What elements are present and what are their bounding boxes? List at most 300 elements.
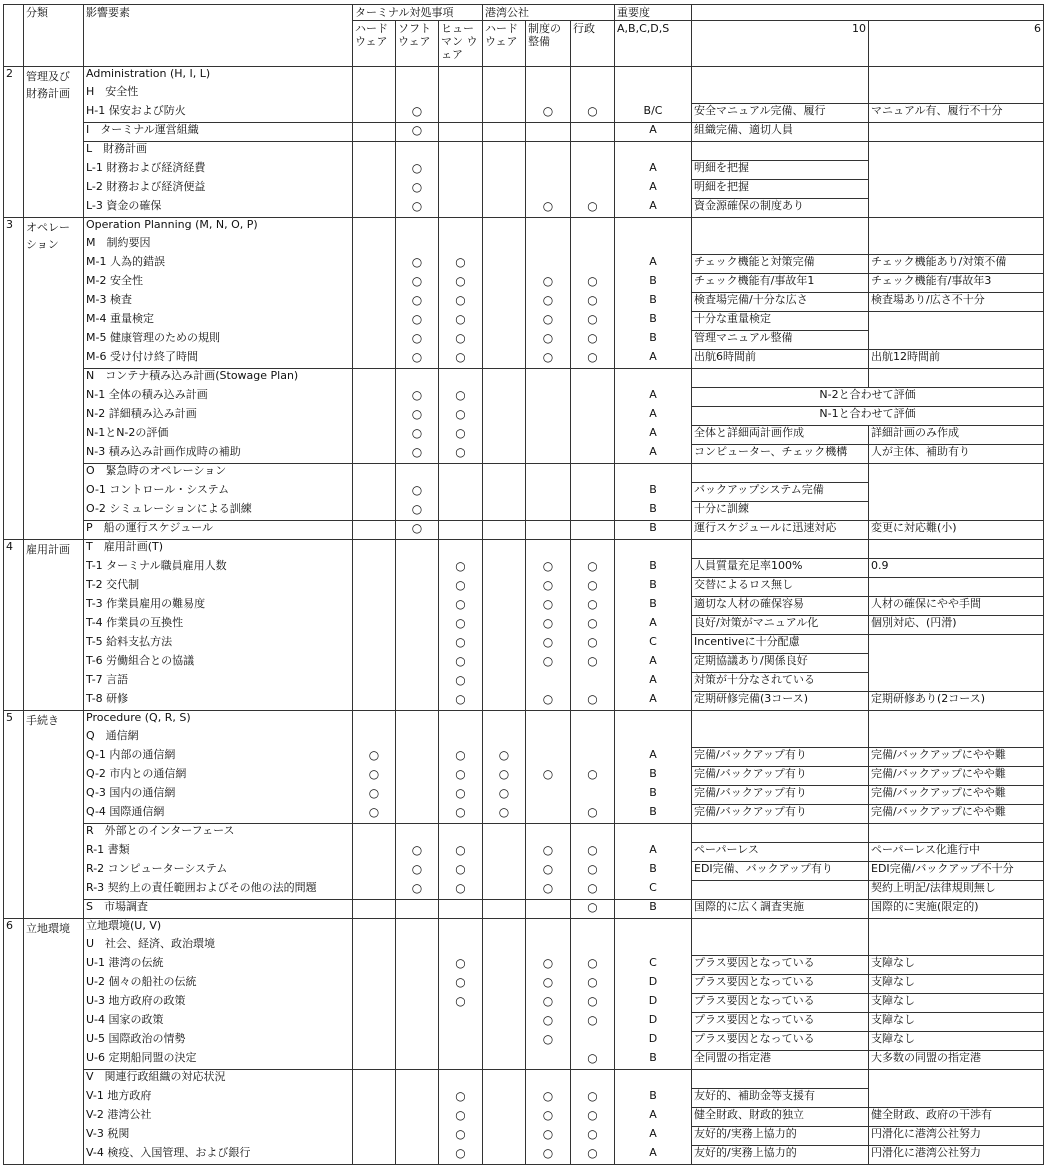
table-row bbox=[4, 673, 1044, 692]
score-10-cell: 資金源確保の制度あり bbox=[692, 199, 869, 218]
score-6-cell: ペーパーレス化進行中 bbox=[869, 843, 1044, 862]
score-6-cell: 円滑化に港湾公社努力 bbox=[869, 1146, 1044, 1165]
mark-cell bbox=[353, 597, 396, 616]
factor-label: V-1 地方政府 bbox=[84, 1089, 353, 1108]
mark-cell: ○ bbox=[526, 635, 571, 654]
mark-cell: ○ bbox=[571, 956, 615, 975]
mark-cell bbox=[483, 464, 526, 483]
importance-cell: A bbox=[615, 350, 692, 369]
factor-label: S 市場調査 bbox=[84, 900, 353, 919]
mark-cell: ○ bbox=[396, 862, 439, 881]
mark-cell bbox=[571, 824, 615, 843]
factor-label: T-6 労働組合との協議 bbox=[84, 654, 353, 673]
table-row bbox=[4, 956, 1044, 975]
mark-cell: ○ bbox=[439, 388, 483, 407]
mark-cell: ○ bbox=[439, 616, 483, 635]
mark-cell: ○ bbox=[571, 692, 615, 711]
table-row bbox=[4, 654, 1044, 673]
score-10-cell: 全体と詳細両計画作成 bbox=[692, 426, 869, 445]
mark-cell bbox=[483, 426, 526, 445]
mark-cell: ○ bbox=[526, 616, 571, 635]
header-score-10: 10 bbox=[692, 21, 869, 67]
mark-cell bbox=[483, 502, 526, 521]
importance-cell bbox=[615, 218, 692, 237]
mark-cell: ○ bbox=[526, 559, 571, 578]
mark-cell bbox=[526, 369, 571, 388]
importance-cell: A bbox=[615, 123, 692, 142]
mark-cell: ○ bbox=[571, 1051, 615, 1070]
mark-cell: ○ bbox=[396, 199, 439, 218]
factor-label: M-3 検査 bbox=[84, 293, 353, 312]
score-10-cell: 定期研修完備(3コース) bbox=[692, 692, 869, 711]
score-6-cell bbox=[869, 369, 1044, 388]
mark-cell bbox=[396, 654, 439, 673]
mark-cell bbox=[526, 1051, 571, 1070]
score-10-cell: 出航6時間前 bbox=[692, 350, 869, 369]
mark-cell bbox=[526, 521, 571, 540]
table-row bbox=[4, 578, 1044, 597]
factor-label: L-2 財務および経済便益 bbox=[84, 180, 353, 199]
factor-label: Procedure (Q, R, S) bbox=[84, 711, 353, 730]
factor-label: L 財務計画 bbox=[84, 142, 353, 161]
importance-cell bbox=[615, 937, 692, 956]
importance-cell: B bbox=[615, 502, 692, 521]
mark-cell: ○ bbox=[439, 274, 483, 293]
score-6-cell bbox=[869, 540, 1044, 559]
mark-cell bbox=[571, 521, 615, 540]
score-6-cell bbox=[869, 937, 1044, 956]
mark-cell: ○ bbox=[396, 161, 439, 180]
mark-cell bbox=[526, 67, 571, 86]
section-number: 4 bbox=[4, 540, 24, 711]
score-6-cell: 健全財政、政府の干渉有 bbox=[869, 1108, 1044, 1127]
mark-cell bbox=[353, 635, 396, 654]
factor-label: M 制約要因 bbox=[84, 236, 353, 255]
importance-cell: A bbox=[615, 654, 692, 673]
table-row bbox=[4, 767, 1044, 786]
importance-cell: B bbox=[615, 862, 692, 881]
score-10-cell: プラス要因となっている bbox=[692, 975, 869, 994]
table-row bbox=[4, 1070, 1044, 1089]
mark-cell bbox=[483, 956, 526, 975]
score-10-cell bbox=[692, 369, 869, 388]
mark-cell: ○ bbox=[571, 104, 615, 123]
header-port-authority: 港湾公社 bbox=[483, 5, 615, 21]
score-10-cell bbox=[692, 236, 869, 255]
score-6-cell: 円滑化に港湾公社努力 bbox=[869, 1127, 1044, 1146]
mark-cell bbox=[353, 616, 396, 635]
mark-cell: ○ bbox=[439, 862, 483, 881]
mark-cell bbox=[396, 635, 439, 654]
mark-cell: ○ bbox=[526, 597, 571, 616]
factor-label: I ターミナル運営組織 bbox=[84, 123, 353, 142]
score-10-cell bbox=[692, 540, 869, 559]
table-row bbox=[4, 331, 1044, 350]
mark-cell bbox=[439, 142, 483, 161]
mark-cell bbox=[526, 729, 571, 748]
mark-cell bbox=[571, 502, 615, 521]
importance-cell bbox=[615, 464, 692, 483]
score-10-cell bbox=[692, 218, 869, 237]
factor-label: V-3 税関 bbox=[84, 1127, 353, 1146]
mark-cell: ○ bbox=[526, 578, 571, 597]
mark-cell bbox=[483, 312, 526, 331]
factor-label: U-5 国際政治の情勢 bbox=[84, 1032, 353, 1051]
factor-label: T-7 言語 bbox=[84, 673, 353, 692]
score-10-cell: 完備/バックアップ有り bbox=[692, 786, 869, 805]
mark-cell: ○ bbox=[571, 767, 615, 786]
mark-cell bbox=[353, 1032, 396, 1051]
mark-cell: ○ bbox=[526, 1146, 571, 1165]
factor-label: Q 通信網 bbox=[84, 729, 353, 748]
mark-cell bbox=[439, 1032, 483, 1051]
mark-cell bbox=[353, 218, 396, 237]
mark-cell bbox=[483, 635, 526, 654]
score-6-cell bbox=[869, 635, 1044, 654]
section-number: 2 bbox=[4, 67, 24, 218]
mark-cell bbox=[439, 521, 483, 540]
score-6-cell bbox=[869, 502, 1044, 521]
table-row bbox=[4, 711, 1044, 730]
table-row bbox=[4, 1127, 1044, 1146]
table-row bbox=[4, 521, 1044, 540]
table-row bbox=[4, 862, 1044, 881]
mark-cell bbox=[483, 1013, 526, 1032]
mark-cell bbox=[526, 236, 571, 255]
mark-cell bbox=[353, 369, 396, 388]
mark-cell bbox=[526, 218, 571, 237]
factor-label: Administration (H, I, L) bbox=[84, 67, 353, 86]
score-6-cell: 個別対応、(円滑) bbox=[869, 616, 1044, 635]
mark-cell: ○ bbox=[396, 483, 439, 502]
mark-cell bbox=[526, 673, 571, 692]
score-10-cell: プラス要因となっている bbox=[692, 1013, 869, 1032]
importance-cell: C bbox=[615, 881, 692, 900]
mark-cell bbox=[396, 1089, 439, 1108]
mark-cell: ○ bbox=[396, 350, 439, 369]
factor-label: T-1 ターミナル職員雇用人数 bbox=[84, 559, 353, 578]
factor-label: M-1 人為的錯誤 bbox=[84, 255, 353, 274]
mark-cell bbox=[526, 464, 571, 483]
mark-cell bbox=[396, 578, 439, 597]
mark-cell bbox=[483, 862, 526, 881]
score-10-cell: 全同盟の指定港 bbox=[692, 1051, 869, 1070]
factor-label: T-8 研修 bbox=[84, 692, 353, 711]
mark-cell bbox=[571, 426, 615, 445]
mark-cell: ○ bbox=[526, 975, 571, 994]
factor-label: T-4 作業員の互換性 bbox=[84, 616, 353, 635]
mark-cell bbox=[483, 1146, 526, 1165]
factor-label: O-1 コントロール・システム bbox=[84, 483, 353, 502]
table-row bbox=[4, 805, 1044, 824]
header-hardware: ハード ウェア bbox=[353, 21, 396, 67]
mark-cell bbox=[439, 824, 483, 843]
score-10-cell: 友好的/実務上協力的 bbox=[692, 1146, 869, 1165]
table-row bbox=[4, 369, 1044, 388]
mark-cell: ○ bbox=[396, 521, 439, 540]
score-6-cell bbox=[869, 483, 1044, 502]
mark-cell bbox=[483, 597, 526, 616]
assessment-sheet bbox=[3, 4, 1044, 1165]
mark-cell: ○ bbox=[439, 654, 483, 673]
importance-cell: A bbox=[615, 426, 692, 445]
mark-cell bbox=[571, 483, 615, 502]
score-6-cell bbox=[869, 1070, 1044, 1089]
mark-cell: ○ bbox=[396, 180, 439, 199]
mark-cell: ○ bbox=[526, 767, 571, 786]
mark-cell bbox=[396, 767, 439, 786]
score-6-cell: 検査場あり/広さ不十分 bbox=[869, 293, 1044, 312]
mark-cell bbox=[353, 900, 396, 919]
mark-cell bbox=[483, 824, 526, 843]
score-10-cell bbox=[692, 729, 869, 748]
mark-cell bbox=[353, 711, 396, 730]
mark-cell: ○ bbox=[526, 1013, 571, 1032]
factor-label: L-3 資金の確保 bbox=[84, 199, 353, 218]
table-row bbox=[4, 540, 1044, 559]
factor-label: V 関連行政組織の対応状況 bbox=[84, 1070, 353, 1089]
mark-cell bbox=[396, 748, 439, 767]
mark-cell: ○ bbox=[571, 559, 615, 578]
factor-label: M-6 受け付け終了時間 bbox=[84, 350, 353, 369]
mark-cell bbox=[396, 1070, 439, 1089]
section-category: 管理及び 財務計画 bbox=[24, 67, 84, 218]
importance-cell bbox=[615, 142, 692, 161]
mark-cell bbox=[526, 85, 571, 104]
factor-label: V-2 港湾公社 bbox=[84, 1108, 353, 1127]
mark-cell bbox=[353, 994, 396, 1013]
table-row bbox=[4, 67, 1044, 86]
section-number: 3 bbox=[4, 218, 24, 540]
mark-cell bbox=[571, 123, 615, 142]
mark-cell bbox=[353, 464, 396, 483]
mark-cell bbox=[396, 597, 439, 616]
score-10-cell bbox=[692, 919, 869, 938]
mark-cell bbox=[353, 388, 396, 407]
mark-cell bbox=[353, 350, 396, 369]
score-10-cell: 十分に訓練 bbox=[692, 502, 869, 521]
mark-cell bbox=[396, 1146, 439, 1165]
header-category: 分類 bbox=[24, 5, 84, 67]
mark-cell: ○ bbox=[396, 445, 439, 464]
importance-cell bbox=[615, 919, 692, 938]
mark-cell bbox=[483, 1032, 526, 1051]
mark-cell: ○ bbox=[396, 123, 439, 142]
importance-cell: C bbox=[615, 956, 692, 975]
mark-cell bbox=[396, 711, 439, 730]
mark-cell bbox=[483, 937, 526, 956]
score-10-cell: 完備/バックアップ有り bbox=[692, 748, 869, 767]
importance-cell: A bbox=[615, 843, 692, 862]
mark-cell: ○ bbox=[396, 274, 439, 293]
mark-cell: ○ bbox=[396, 293, 439, 312]
score-10-cell: プラス要因となっている bbox=[692, 1032, 869, 1051]
mark-cell bbox=[353, 1146, 396, 1165]
score-10-cell: 検査場完備/十分な広さ bbox=[692, 293, 869, 312]
mark-cell bbox=[396, 824, 439, 843]
factor-label: R-3 契約上の責任範囲およびその他の法的問題 bbox=[84, 881, 353, 900]
mark-cell: ○ bbox=[439, 1089, 483, 1108]
mark-cell bbox=[526, 900, 571, 919]
mark-cell bbox=[483, 218, 526, 237]
importance-cell bbox=[615, 540, 692, 559]
table-row bbox=[4, 236, 1044, 255]
table-row bbox=[4, 85, 1044, 104]
score-10-cell: プラス要因となっている bbox=[692, 994, 869, 1013]
section-number: 5 bbox=[4, 711, 24, 919]
factor-label: Q-2 市内との通信網 bbox=[84, 767, 353, 786]
mark-cell: ○ bbox=[439, 956, 483, 975]
mark-cell bbox=[396, 85, 439, 104]
score-6-cell: 支障なし bbox=[869, 994, 1044, 1013]
score-6-cell: EDI完備/バックアップ不十分 bbox=[869, 862, 1044, 881]
importance-cell: B bbox=[615, 805, 692, 824]
table-row bbox=[4, 729, 1044, 748]
score-10-cell: 安全マニュアル完備、履行 bbox=[692, 104, 869, 123]
mark-cell bbox=[483, 654, 526, 673]
mark-cell bbox=[483, 843, 526, 862]
mark-cell bbox=[396, 464, 439, 483]
score-10-cell: 友好的、補助金等支援有 bbox=[692, 1089, 869, 1108]
mark-cell: ○ bbox=[571, 635, 615, 654]
mark-cell bbox=[396, 805, 439, 824]
importance-cell: B bbox=[615, 786, 692, 805]
table-row bbox=[4, 1108, 1044, 1127]
mark-cell: ○ bbox=[483, 786, 526, 805]
mark-cell bbox=[439, 369, 483, 388]
mark-cell bbox=[439, 1070, 483, 1089]
factor-label: R-2 コンピューターシステム bbox=[84, 862, 353, 881]
mark-cell: ○ bbox=[439, 1108, 483, 1127]
mark-cell bbox=[571, 919, 615, 938]
table-row bbox=[4, 123, 1044, 142]
mark-cell: ○ bbox=[396, 331, 439, 350]
factor-label: M-5 健康管理のための規則 bbox=[84, 331, 353, 350]
mark-cell: ○ bbox=[439, 786, 483, 805]
table-row bbox=[4, 748, 1044, 767]
mark-cell bbox=[353, 67, 396, 86]
header-admin: 行政 bbox=[571, 21, 615, 67]
score-10-cell: 明細を把握 bbox=[692, 161, 869, 180]
importance-cell: B bbox=[615, 1089, 692, 1108]
importance-cell: C bbox=[615, 635, 692, 654]
factor-label: N-1 全体の積み込み計画 bbox=[84, 388, 353, 407]
table-row bbox=[4, 255, 1044, 274]
mark-cell: ○ bbox=[571, 1108, 615, 1127]
mark-cell: ○ bbox=[483, 805, 526, 824]
mark-cell: ○ bbox=[439, 293, 483, 312]
factor-label: U-6 定期船同盟の決定 bbox=[84, 1051, 353, 1070]
mark-cell bbox=[526, 919, 571, 938]
mark-cell: ○ bbox=[396, 407, 439, 426]
score-10-cell: バックアップシステム完備 bbox=[692, 483, 869, 502]
mark-cell: ○ bbox=[353, 748, 396, 767]
importance-cell: A bbox=[615, 748, 692, 767]
mark-cell bbox=[483, 67, 526, 86]
table-row bbox=[4, 881, 1044, 900]
mark-cell bbox=[483, 293, 526, 312]
mark-cell bbox=[353, 445, 396, 464]
mark-cell bbox=[483, 199, 526, 218]
mark-cell: ○ bbox=[526, 956, 571, 975]
mark-cell bbox=[396, 975, 439, 994]
table-row bbox=[4, 1013, 1044, 1032]
mark-cell bbox=[571, 711, 615, 730]
mark-cell: ○ bbox=[396, 388, 439, 407]
importance-cell bbox=[615, 369, 692, 388]
mark-cell bbox=[439, 236, 483, 255]
factor-label: T 雇用計画(T) bbox=[84, 540, 353, 559]
mark-cell bbox=[439, 1013, 483, 1032]
table-row bbox=[4, 426, 1044, 445]
table-row bbox=[4, 483, 1044, 502]
mark-cell bbox=[353, 293, 396, 312]
mark-cell: ○ bbox=[439, 578, 483, 597]
mark-cell bbox=[396, 559, 439, 578]
mark-cell: ○ bbox=[526, 350, 571, 369]
mark-cell: ○ bbox=[571, 654, 615, 673]
mark-cell bbox=[353, 483, 396, 502]
mark-cell bbox=[439, 711, 483, 730]
table-row bbox=[4, 407, 1044, 426]
score-6-cell bbox=[869, 67, 1044, 86]
mark-cell bbox=[439, 540, 483, 559]
score-10-cell: 対策が十分なされている bbox=[692, 673, 869, 692]
mark-cell: ○ bbox=[571, 862, 615, 881]
mark-cell bbox=[439, 180, 483, 199]
mark-cell: ○ bbox=[439, 312, 483, 331]
mark-cell: ○ bbox=[439, 748, 483, 767]
score-10-cell: 友好的/実務上協力的 bbox=[692, 1127, 869, 1146]
mark-cell bbox=[353, 1089, 396, 1108]
score-10-cell bbox=[692, 67, 869, 86]
table-row bbox=[4, 502, 1044, 521]
score-6-cell bbox=[869, 180, 1044, 199]
mark-cell bbox=[439, 218, 483, 237]
mark-cell: ○ bbox=[526, 843, 571, 862]
mark-cell bbox=[439, 502, 483, 521]
table-row bbox=[4, 975, 1044, 994]
factor-label: U 社会、経済、政治環境 bbox=[84, 937, 353, 956]
mark-cell bbox=[353, 729, 396, 748]
factor-label: R-1 書類 bbox=[84, 843, 353, 862]
mark-cell bbox=[353, 426, 396, 445]
mark-cell bbox=[571, 540, 615, 559]
mark-cell: ○ bbox=[571, 881, 615, 900]
score-10-cell: 定期協議あり/関係良好 bbox=[692, 654, 869, 673]
table-row bbox=[4, 1146, 1044, 1165]
mark-cell bbox=[571, 786, 615, 805]
table-row bbox=[4, 824, 1044, 843]
table-row bbox=[4, 312, 1044, 331]
importance-cell: A bbox=[615, 445, 692, 464]
score-6-cell: 契約上明記/法律規則無し bbox=[869, 881, 1044, 900]
mark-cell bbox=[353, 559, 396, 578]
score-6-cell: 変更に対応難(小) bbox=[869, 521, 1044, 540]
mark-cell bbox=[526, 161, 571, 180]
header-score-6: 6 bbox=[869, 21, 1044, 67]
score-10-cell bbox=[692, 142, 869, 161]
mark-cell bbox=[526, 483, 571, 502]
mark-cell bbox=[571, 407, 615, 426]
mark-cell: ○ bbox=[439, 407, 483, 426]
mark-cell: ○ bbox=[526, 1032, 571, 1051]
mark-cell bbox=[353, 312, 396, 331]
score-6-cell: 支障なし bbox=[869, 956, 1044, 975]
mark-cell bbox=[483, 692, 526, 711]
mark-cell bbox=[353, 956, 396, 975]
mark-cell bbox=[483, 350, 526, 369]
